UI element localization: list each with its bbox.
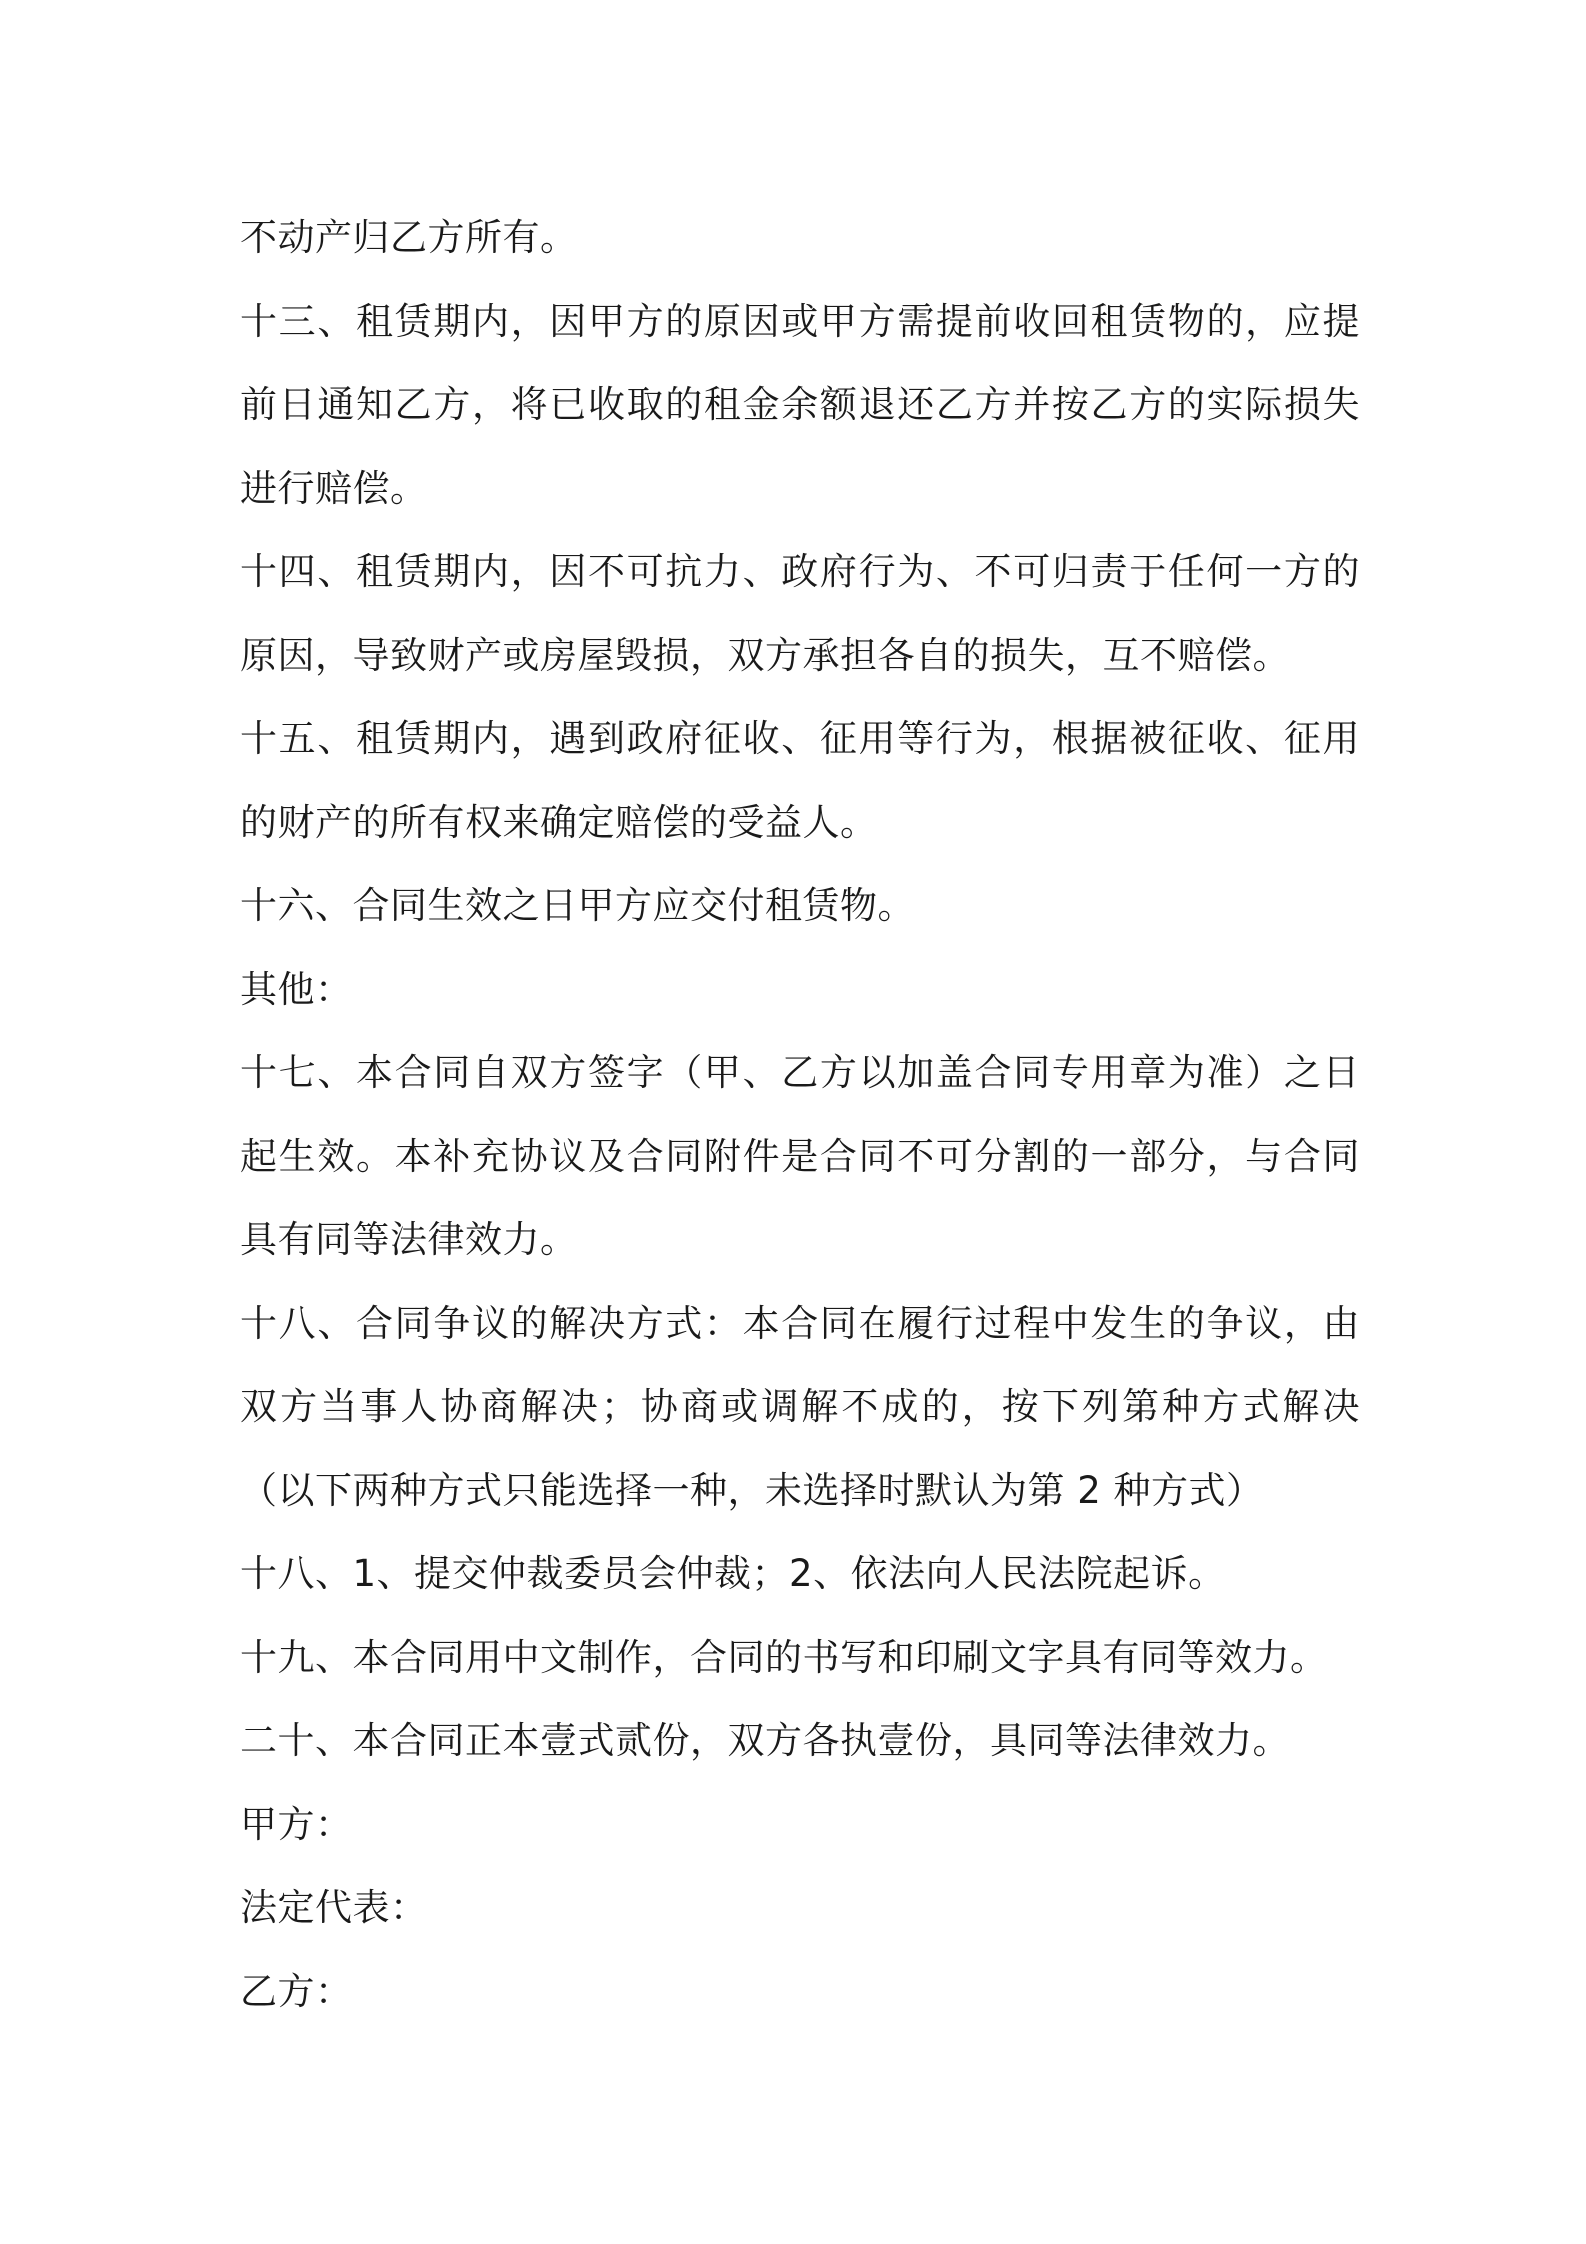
signature-party-b: 乙方： [240,1969,353,2013]
document-body [240,196,1360,2033]
section-heading-other: 其他： [240,967,353,1011]
signature-party-a: 甲方： [240,1802,353,1846]
clause-17: 十七、本合同自双方签字（甲、乙方以加盖合同专用章为准）之日起生效。本补充协议及合同附件是合同不可分割的一部分，与合同具有同等法律效力。 [240,1051,1360,1261]
clause-13: 十三、租赁期内，因甲方的原因或甲方需提前收回租赁物的，应提前日通知乙方，将已收取的租金余额退还乙方并按乙方的实际损失进行赔偿。 [240,299,1360,510]
clause-19: 十九、本合同用中文制作，合同的书写和印刷文字具有同等效力。 [240,1635,1328,1679]
clause-15: 十五、租赁期内，遇到政府征收、征用等行为，根据被征收、征用的财产的所有权来确定赔偿的受益人。 [240,717,1360,844]
clause-20: 二十、本合同正本壹式贰份，双方各执壹份，具同等法律效力。 [240,1719,1290,1762]
clause-18-options: 十八、1、提交仲裁委员会仲裁；2、依法向人民法院起诉。 [240,1552,1226,1595]
clause-16: 十六、合同生效之日甲方应交付租赁物。 [240,884,915,927]
paragraph-continuation: 不动产归乙方所有。 [240,216,578,259]
clause-14: 十四、租赁期内，因不可抗力、政府行为、不可归责于任何一方的原因，导致财产或房屋毁损，双方承担各自的损失，互不赔偿。 [240,550,1360,677]
signature-legal-representative: 法定代表： [240,1886,428,1929]
clause-18-dispute: 十八、合同争议的解决方式：本合同在履行过程中发生的争议，由双方当事人协商解决；协商或调解不成的，按下列第种方式解决（以下两种方式只能选择一种，未选择时默认为第 2 种方式） [240,1301,1360,1512]
